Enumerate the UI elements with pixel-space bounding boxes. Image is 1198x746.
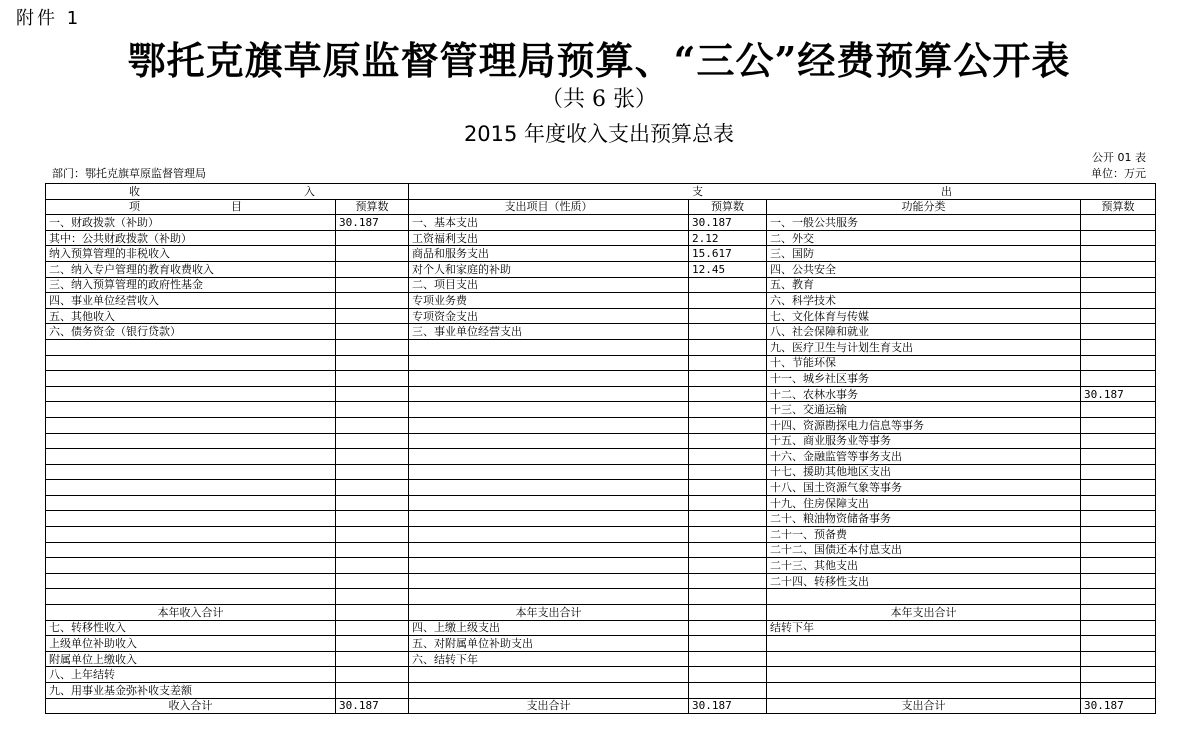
function-item-cell: 二十三、其他支出 xyxy=(767,558,1081,574)
function-budget-cell xyxy=(1081,589,1156,605)
function-budget-cell xyxy=(1081,651,1156,667)
function-item-cell: 二十四、转移性支出 xyxy=(767,573,1081,589)
function-item-cell: 六、科学技术 xyxy=(767,293,1081,309)
expense-item-cell: 一、基本支出 xyxy=(409,215,689,231)
expense-budget-cell: 12.45 xyxy=(689,261,767,277)
income-group-header: 收 入 xyxy=(46,184,409,200)
income-item-cell xyxy=(46,558,336,574)
function-item-cell: 十五、商业服务业等事务 xyxy=(767,433,1081,449)
expense-item-cell: 本年支出合计 xyxy=(409,605,689,621)
function-item-cell: 十、节能环保 xyxy=(767,355,1081,371)
function-budget-cell xyxy=(1081,449,1156,465)
function-item-cell: 二十、粮油物资储备事务 xyxy=(767,511,1081,527)
function-item-cell: 四、公共安全 xyxy=(767,261,1081,277)
function-item-cell xyxy=(767,683,1081,699)
function-budget-cell xyxy=(1081,527,1156,543)
expense-budget-cell xyxy=(689,480,767,496)
expense-budget-cell xyxy=(689,308,767,324)
function-budget-cell xyxy=(1081,215,1156,231)
income-budget-cell xyxy=(336,371,409,387)
function-budget-cell xyxy=(1081,636,1156,652)
form-number: 公开 01 表 xyxy=(1092,151,1146,164)
income-item-cell xyxy=(46,495,336,511)
col-header-expense-item: 支出项目（性质） xyxy=(409,199,689,215)
expense-budget-cell xyxy=(689,527,767,543)
income-item-cell: 附属单位上缴收入 xyxy=(46,651,336,667)
income-item-cell: 九、用事业基金弥补收支差额 xyxy=(46,683,336,699)
function-budget-cell xyxy=(1081,293,1156,309)
function-item-cell: 二十一、预备费 xyxy=(767,527,1081,543)
income-budget-cell xyxy=(336,417,409,433)
table-row xyxy=(46,277,1156,293)
expense-item-cell xyxy=(409,558,689,574)
function-budget-cell xyxy=(1081,277,1156,293)
table-row xyxy=(46,573,1156,589)
function-item-cell: 十三、交通运输 xyxy=(767,402,1081,418)
expense-budget-cell xyxy=(689,433,767,449)
function-budget-cell xyxy=(1081,558,1156,574)
unit-label: 单位：万元 xyxy=(1091,167,1146,180)
income-budget-cell xyxy=(336,293,409,309)
header-row-groups xyxy=(46,184,1156,200)
income-budget-cell xyxy=(336,261,409,277)
expense-budget-cell xyxy=(689,449,767,465)
expense-item-cell xyxy=(409,542,689,558)
expense-budget-cell xyxy=(689,277,767,293)
expense-item-cell xyxy=(409,402,689,418)
col-header-expense-budget: 预算数 xyxy=(689,199,767,215)
function-budget-cell xyxy=(1081,433,1156,449)
expense-item-cell xyxy=(409,495,689,511)
function-budget-cell xyxy=(1081,542,1156,558)
table-row xyxy=(46,417,1156,433)
expense-item-cell: 四、上缴上级支出 xyxy=(409,620,689,636)
expense-budget-cell xyxy=(689,324,767,340)
expense-item-cell: 支出合计 xyxy=(409,698,689,714)
budget-table xyxy=(45,183,1156,714)
income-item-cell xyxy=(46,589,336,605)
expense-budget-cell xyxy=(689,605,767,621)
expense-budget-cell xyxy=(689,402,767,418)
table-row xyxy=(46,293,1156,309)
table-row xyxy=(46,402,1156,418)
income-budget-cell xyxy=(336,605,409,621)
table-row xyxy=(46,339,1156,355)
income-budget-cell xyxy=(336,511,409,527)
expense-item-cell xyxy=(409,667,689,683)
table-row xyxy=(46,433,1156,449)
income-item-cell: 七、转移性收入 xyxy=(46,620,336,636)
income-item-cell xyxy=(46,355,336,371)
expense-budget-cell xyxy=(689,371,767,387)
expense-budget-cell xyxy=(689,339,767,355)
function-budget-cell xyxy=(1081,480,1156,496)
income-item-cell xyxy=(46,542,336,558)
income-item-cell: 八、上年结转 xyxy=(46,667,336,683)
income-budget-cell xyxy=(336,495,409,511)
expense-budget-cell xyxy=(689,511,767,527)
function-item-cell: 结转下年 xyxy=(767,620,1081,636)
function-budget-cell xyxy=(1081,620,1156,636)
income-item-cell: 二、纳入专户管理的教育收费收入 xyxy=(46,261,336,277)
expense-budget-cell: 15.617 xyxy=(689,246,767,262)
function-item-cell: 十九、住房保障支出 xyxy=(767,495,1081,511)
function-item-cell: 十八、国土资源气象等事务 xyxy=(767,480,1081,496)
expense-budget-cell xyxy=(689,667,767,683)
function-item-cell: 八、社会保障和就业 xyxy=(767,324,1081,340)
income-item-cell xyxy=(46,371,336,387)
expense-budget-cell xyxy=(689,542,767,558)
table-row xyxy=(46,511,1156,527)
function-budget-cell xyxy=(1081,605,1156,621)
function-budget-cell xyxy=(1081,230,1156,246)
table-row xyxy=(46,246,1156,262)
table-row xyxy=(46,261,1156,277)
function-budget-cell xyxy=(1081,573,1156,589)
table-row xyxy=(46,683,1156,699)
table-row xyxy=(46,480,1156,496)
function-item-cell: 十一、城乡社区事务 xyxy=(767,371,1081,387)
income-item-cell: 六、债务资金（银行贷款） xyxy=(46,324,336,340)
expense-item-cell xyxy=(409,511,689,527)
function-item-cell: 一、一般公共服务 xyxy=(767,215,1081,231)
table-row xyxy=(46,308,1156,324)
income-budget-cell xyxy=(336,464,409,480)
table-row xyxy=(46,215,1156,231)
function-budget-cell xyxy=(1081,246,1156,262)
table-row xyxy=(46,589,1156,605)
expense-item-cell xyxy=(409,371,689,387)
function-item-cell: 支出合计 xyxy=(767,698,1081,714)
function-budget-cell xyxy=(1081,495,1156,511)
income-budget-cell xyxy=(336,449,409,465)
function-item-cell: 十七、援助其他地区支出 xyxy=(767,464,1081,480)
income-budget-cell xyxy=(336,620,409,636)
expense-item-cell xyxy=(409,480,689,496)
function-budget-cell: 30.187 xyxy=(1081,698,1156,714)
attachment-label: 附件 1 xyxy=(16,8,82,29)
col-header-function-budget: 预算数 xyxy=(1081,199,1156,215)
income-item-cell: 上级单位补助收入 xyxy=(46,636,336,652)
expense-item-cell xyxy=(409,464,689,480)
expense-budget-cell xyxy=(689,293,767,309)
income-budget-cell xyxy=(336,480,409,496)
table-row xyxy=(46,651,1156,667)
income-budget-cell xyxy=(336,558,409,574)
function-budget-cell xyxy=(1081,308,1156,324)
table-row xyxy=(46,386,1156,402)
table-row xyxy=(46,355,1156,371)
function-item-cell: 九、医疗卫生与计划生育支出 xyxy=(767,339,1081,355)
expense-item-cell xyxy=(409,589,689,605)
income-item-cell: 三、纳入预算管理的政府性基金 xyxy=(46,277,336,293)
income-item-cell xyxy=(46,402,336,418)
table-row xyxy=(46,698,1156,714)
table-row xyxy=(46,449,1156,465)
function-budget-cell xyxy=(1081,371,1156,387)
income-item-cell xyxy=(46,339,336,355)
income-item-cell xyxy=(46,573,336,589)
income-item-cell xyxy=(46,433,336,449)
expense-budget-cell xyxy=(689,558,767,574)
table-row xyxy=(46,464,1156,480)
expense-budget-cell xyxy=(689,495,767,511)
expense-item-cell xyxy=(409,339,689,355)
expense-item-cell xyxy=(409,573,689,589)
expense-item-cell xyxy=(409,449,689,465)
table-row xyxy=(46,495,1156,511)
income-budget-cell: 30.187 xyxy=(336,698,409,714)
expense-budget-cell xyxy=(689,464,767,480)
table-row xyxy=(46,230,1156,246)
income-budget-cell xyxy=(336,651,409,667)
function-item-cell: 五、教育 xyxy=(767,277,1081,293)
table-row xyxy=(46,636,1156,652)
department-label: 部门：鄂托克旗草原监督管理局 xyxy=(52,167,206,180)
table-title: 2015 年度收入支出预算总表 xyxy=(463,122,735,146)
expense-budget-cell xyxy=(689,417,767,433)
header-row-columns xyxy=(46,199,1156,215)
expense-budget-cell xyxy=(689,636,767,652)
page-subtitle: （共 6 张） xyxy=(541,87,657,112)
table-row xyxy=(46,542,1156,558)
function-budget-cell: 30.187 xyxy=(1081,386,1156,402)
page-title: 鄂托克旗草原监督管理局预算、“三公”经费预算公开表 xyxy=(127,38,1071,83)
income-item-cell: 一、财政拨款（补助） xyxy=(46,215,336,231)
function-budget-cell xyxy=(1081,511,1156,527)
function-item-cell: 十二、农林水事务 xyxy=(767,386,1081,402)
function-item-cell: 十六、金融监管等事务支出 xyxy=(767,449,1081,465)
function-budget-cell xyxy=(1081,417,1156,433)
expense-item-cell xyxy=(409,386,689,402)
income-budget-cell xyxy=(336,230,409,246)
income-item-cell xyxy=(46,417,336,433)
income-item-cell: 五、其他收入 xyxy=(46,308,336,324)
expense-budget-cell xyxy=(689,620,767,636)
function-item-cell xyxy=(767,636,1081,652)
income-budget-cell xyxy=(336,246,409,262)
expense-budget-cell: 30.187 xyxy=(689,698,767,714)
income-item-cell: 纳入预算管理的非税收入 xyxy=(46,246,336,262)
expense-item-cell: 六、结转下年 xyxy=(409,651,689,667)
expense-item-cell: 工资福利支出 xyxy=(409,230,689,246)
function-item-cell xyxy=(767,667,1081,683)
income-item-cell xyxy=(46,527,336,543)
income-item-cell xyxy=(46,464,336,480)
income-budget-cell xyxy=(336,324,409,340)
table-row xyxy=(46,324,1156,340)
table-row xyxy=(46,371,1156,387)
expense-item-cell: 五、对附属单位补助支出 xyxy=(409,636,689,652)
table-row xyxy=(46,558,1156,574)
income-budget-cell xyxy=(336,433,409,449)
table-row xyxy=(46,605,1156,621)
col-header-function: 功能分类 xyxy=(767,199,1081,215)
expense-budget-cell xyxy=(689,683,767,699)
function-budget-cell xyxy=(1081,324,1156,340)
income-item-cell xyxy=(46,449,336,465)
function-budget-cell xyxy=(1081,261,1156,277)
function-item-cell: 二、外交 xyxy=(767,230,1081,246)
function-item-cell: 本年支出合计 xyxy=(767,605,1081,621)
income-budget-cell xyxy=(336,339,409,355)
expense-item-cell: 专项资金支出 xyxy=(409,308,689,324)
function-item-cell: 二十二、国债还本付息支出 xyxy=(767,542,1081,558)
expense-budget-cell xyxy=(689,589,767,605)
expense-budget-cell xyxy=(689,573,767,589)
income-item-cell: 收入合计 xyxy=(46,698,336,714)
income-budget-cell xyxy=(336,386,409,402)
expense-budget-cell xyxy=(689,386,767,402)
income-budget-cell xyxy=(336,277,409,293)
function-budget-cell xyxy=(1081,402,1156,418)
expense-budget-cell: 30.187 xyxy=(689,215,767,231)
income-budget-cell xyxy=(336,355,409,371)
expense-item-cell: 对个人和家庭的补助 xyxy=(409,261,689,277)
expense-item-cell xyxy=(409,527,689,543)
function-budget-cell xyxy=(1081,683,1156,699)
function-budget-cell xyxy=(1081,667,1156,683)
function-item-cell: 七、文化体育与传媒 xyxy=(767,308,1081,324)
function-item-cell: 三、国防 xyxy=(767,246,1081,262)
expense-item-cell xyxy=(409,433,689,449)
income-budget-cell xyxy=(336,402,409,418)
income-item-cell: 其中：公共财政拨款（补助） xyxy=(46,230,336,246)
function-budget-cell xyxy=(1081,339,1156,355)
income-item-cell: 本年收入合计 xyxy=(46,605,336,621)
expense-item-cell: 专项业务费 xyxy=(409,293,689,309)
expense-item-cell: 二、项目支出 xyxy=(409,277,689,293)
col-header-budget: 预算数 xyxy=(336,199,409,215)
expense-item-cell: 三、事业单位经营支出 xyxy=(409,324,689,340)
income-budget-cell xyxy=(336,308,409,324)
income-budget-cell xyxy=(336,589,409,605)
income-budget-cell xyxy=(336,636,409,652)
function-item-cell: 十四、资源勘探电力信息等事务 xyxy=(767,417,1081,433)
expense-item-cell xyxy=(409,355,689,371)
income-budget-cell xyxy=(336,683,409,699)
income-item-cell xyxy=(46,511,336,527)
col-header-item: 项 目 xyxy=(46,199,336,215)
income-item-cell: 四、事业单位经营收入 xyxy=(46,293,336,309)
expense-item-cell xyxy=(409,417,689,433)
table-row xyxy=(46,527,1156,543)
function-budget-cell xyxy=(1081,355,1156,371)
expense-group-header: 支 出 xyxy=(409,184,1156,200)
income-item-cell xyxy=(46,480,336,496)
table-row xyxy=(46,667,1156,683)
expense-budget-cell xyxy=(689,355,767,371)
expense-item-cell xyxy=(409,683,689,699)
function-item-cell xyxy=(767,651,1081,667)
income-budget-cell xyxy=(336,527,409,543)
function-budget-cell xyxy=(1081,464,1156,480)
income-budget-cell xyxy=(336,573,409,589)
income-budget-cell xyxy=(336,667,409,683)
income-budget-cell xyxy=(336,542,409,558)
income-item-cell xyxy=(46,386,336,402)
function-item-cell xyxy=(767,589,1081,605)
expense-budget-cell: 2.12 xyxy=(689,230,767,246)
table-row xyxy=(46,620,1156,636)
income-budget-cell: 30.187 xyxy=(336,215,409,231)
expense-item-cell: 商品和服务支出 xyxy=(409,246,689,262)
expense-budget-cell xyxy=(689,651,767,667)
